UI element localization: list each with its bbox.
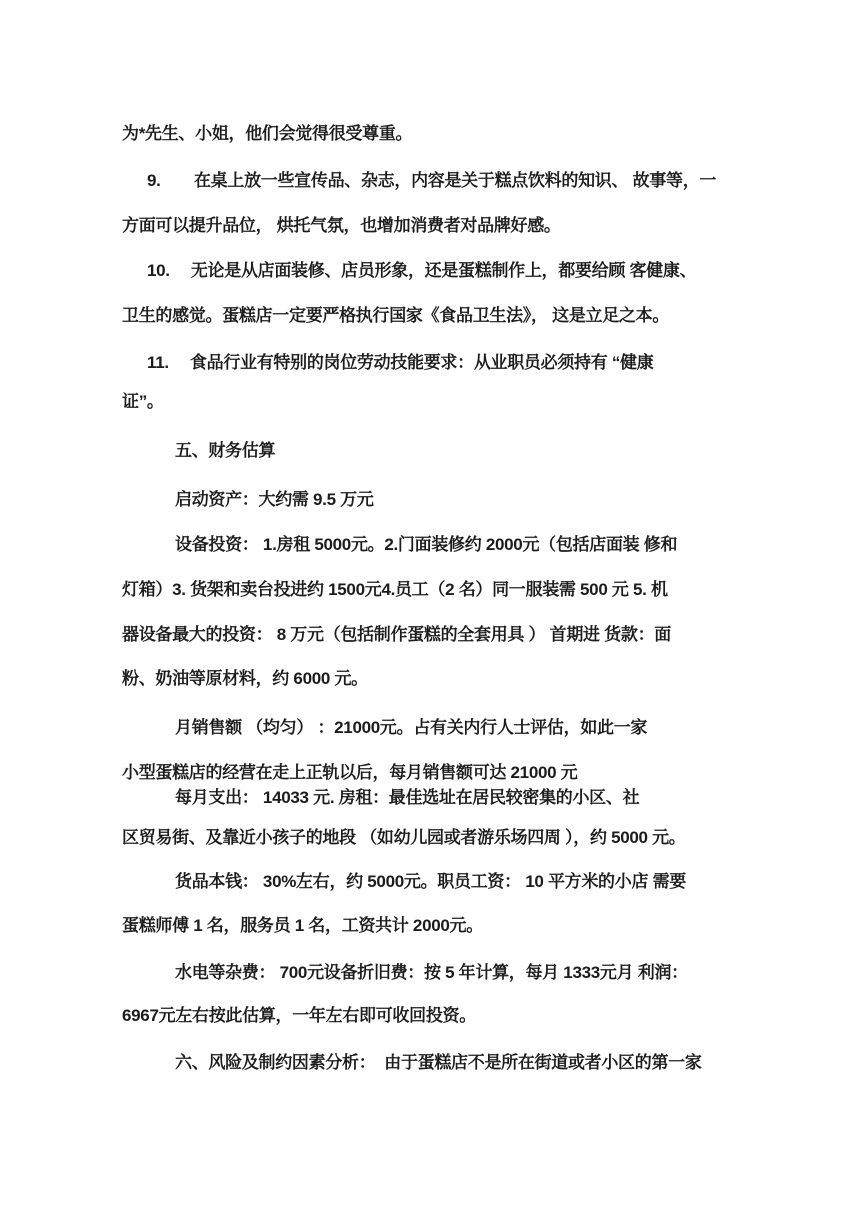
text-line: 方面可以提升品位， 烘托气氛，也增加消费者对品牌好感。 (122, 216, 561, 235)
text-line: 为*先生、小姐，他们会觉得很受尊重。 (122, 124, 413, 143)
text-line: 小型蛋糕店的经营在走上正轨以后，每月销售额可达 21000 元 (122, 763, 578, 782)
text-line-numbered-11: 11. 食品行业有特别的岗位劳动技能要求：从业职员必须持有 “健康 (147, 353, 654, 372)
section-heading-risk: 六、风险及制约因素分析： 由于蛋糕店不是所在街道或者小区的第一家 (175, 1053, 702, 1072)
text-line: 器设备最大的投资： 8 万元（包括制作蛋糕的全套用具 ） 首期进 货款：面 (122, 625, 671, 644)
text-line: 货品本钱： 30%左右，约 5000元。职员工资： 10 平方米的小店 需要 (175, 872, 686, 891)
text-line: 6967元左右按此估算，一年左右即可收回投资。 (122, 1006, 476, 1025)
text-line: 证”。 (122, 392, 164, 411)
text-line: 每月支出： 14033 元. 房租：最佳选址在居民较密集的小区、社 (175, 788, 640, 807)
text-line: 设备投资： 1.房租 5000元。2.门面装修约 2000元（包括店面装 修和 (175, 535, 678, 554)
text-line: 蛋糕师傅 1 名，服务员 1 名，工资共计 2000元。 (122, 916, 483, 935)
text-line: 区贸易街、及靠近小孩子的地段 （如幼儿园或者游乐场四周 ），约 5000 元。 (122, 828, 686, 847)
section-heading-finance: 五、财务估算 (175, 441, 276, 460)
text-line: 月销售额 （均匀） ：21000元。占有关内行人士评估，如此一家 (175, 718, 648, 737)
text-line: 卫生的感觉。蛋糕店一定要严格执行国家《食品卫生法》， 这是立足之本。 (122, 306, 670, 325)
text-line-numbered-9: 9. 在桌上放一些宣传品、杂志，内容是关于糕点饮料的知识、 故事等，一 (147, 171, 717, 190)
text-line: 粉、奶油等原材料，约 6000 元。 (122, 669, 368, 688)
text-line: 水电等杂费： 700元设备折旧费：按 5 年计算，每月 1333元月 利润： (175, 963, 688, 982)
text-line-numbered-10: 10. 无论是从店面装修、店员形象，还是蛋糕制作上，都要给顾 客健康、 (147, 261, 697, 280)
text-line: 灯箱）3. 货架和卖台投进约 1500元4.员工（2 名）同一服装需 500 元 5. 机 (122, 580, 668, 599)
text-line: 启动资产：大约需 9.5 万元 (175, 490, 374, 509)
